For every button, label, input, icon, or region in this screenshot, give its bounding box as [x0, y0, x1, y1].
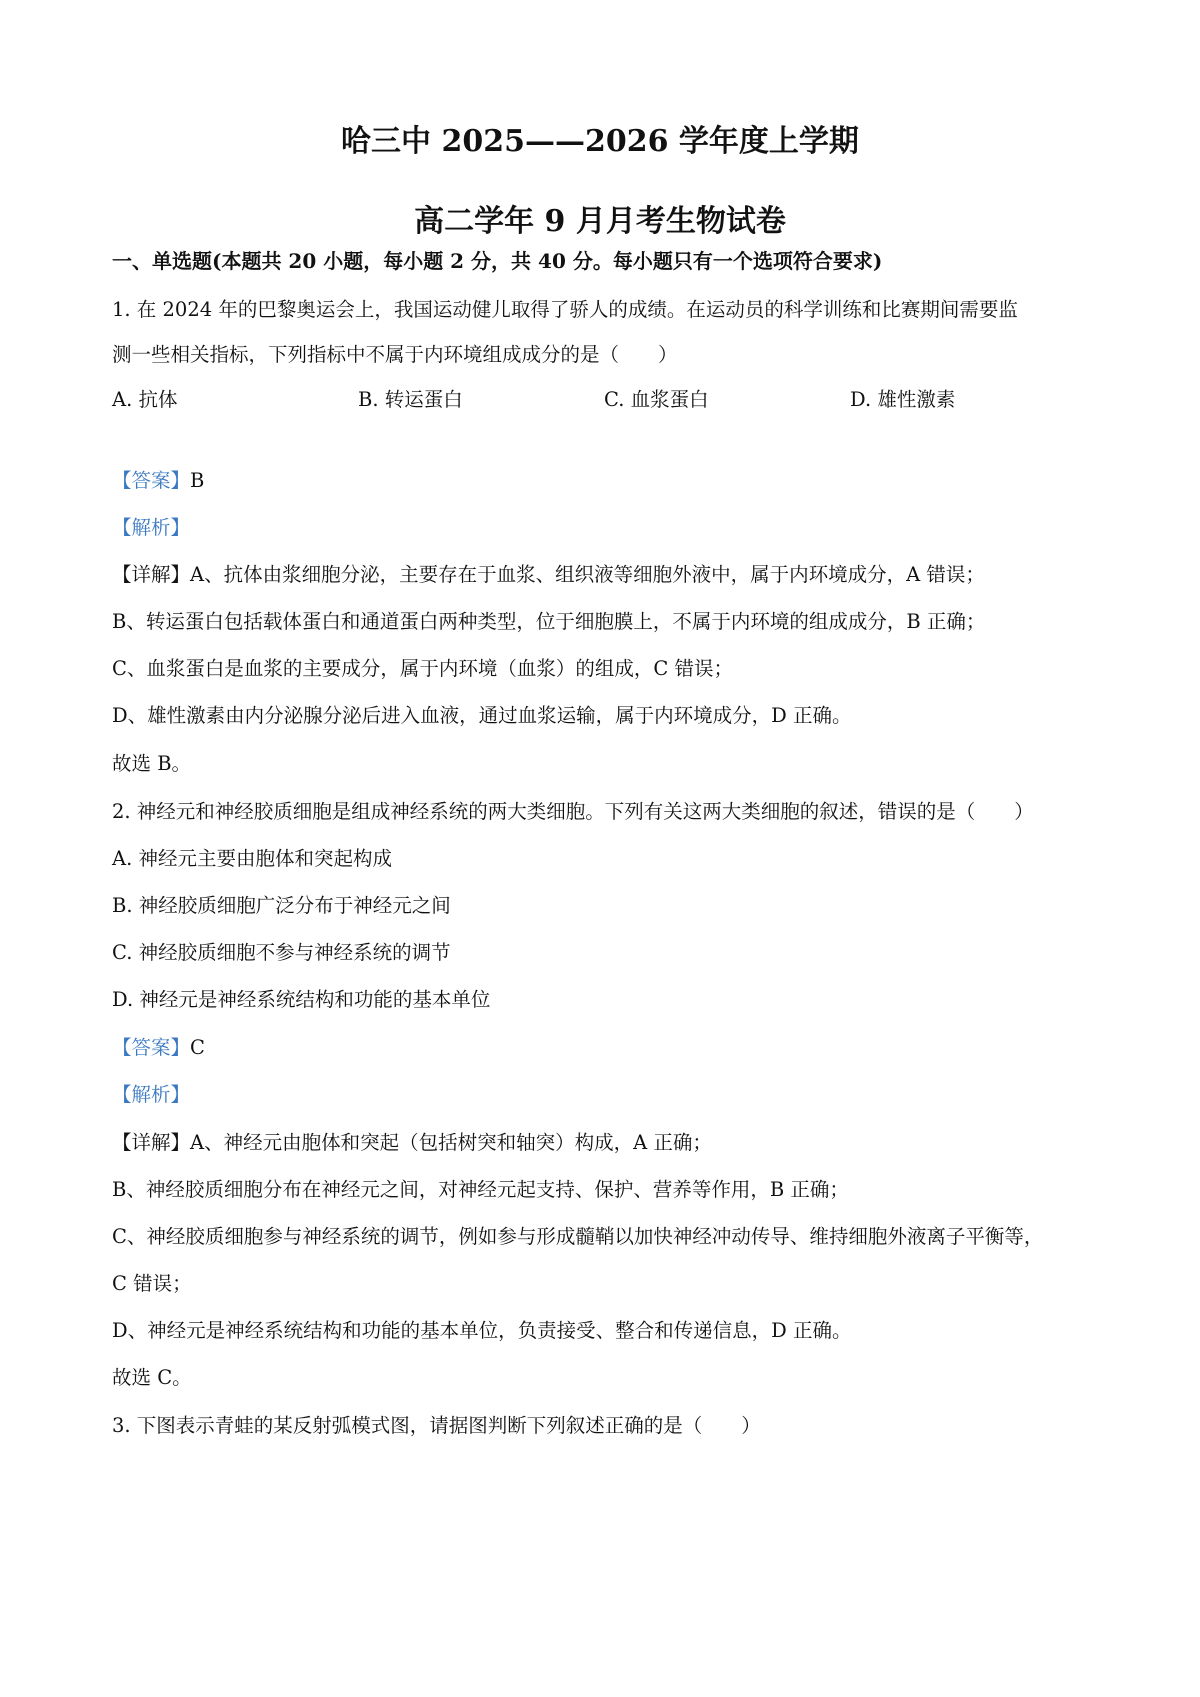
- q2-option-a: A. 神经元主要由胞体和突起构成: [112, 847, 392, 870]
- q1-detail-line1: 【详解】A、抗体由浆细胞分泌，主要存在于血浆、组织液等细胞外液中，属于内环境成分，A 错误；: [112, 563, 985, 586]
- q2-detail-line3: C、神经胶质细胞参与神经系统的调节，例如参与形成髓鞘以加快神经冲动传导、维持细胞外液离子平衡等，: [112, 1225, 1044, 1248]
- analysis-tag: 【解析】: [112, 516, 191, 539]
- q1-detail-line3: C、血浆蛋白是血浆的主要成分，属于内环境（血浆）的组成，C 错误；: [112, 657, 734, 680]
- exam-title: 哈三中 2025——2026 学年度上学期: [341, 124, 859, 159]
- section-heading: 一、单选题(本题共 20 小题，每小题 2 分，共 40 分。每小题只有一个选项符合要求): [112, 249, 883, 273]
- answer-tag: 【答案】: [112, 469, 191, 492]
- exam-subtitle: 高二学年 9 月月考生物试卷: [414, 204, 786, 239]
- q1-option-a: A. 抗体: [112, 388, 178, 411]
- q2-option-b: B. 神经胶质细胞广泛分布于神经元之间: [112, 894, 451, 917]
- q2-option-c: C. 神经胶质细胞不参与神经系统的调节: [112, 941, 451, 964]
- q1-answer-line: [112, 466, 204, 496]
- q1-option-c: C. 血浆蛋白: [604, 388, 709, 411]
- q1-detail-line4: D、雄性激素由内分泌腺分泌后进入血液，通过血浆运输，属于内环境成分，D 正确。: [112, 704, 852, 727]
- q1-stem-line1: 1. 在 2024 年的巴黎奥运会上，我国运动健儿取得了骄人的成绩。在运动员的科学训练和比赛期间需要监: [112, 298, 1018, 321]
- q2-option-d: D. 神经元是神经系统结构和功能的基本单位: [112, 988, 491, 1011]
- answer-tag: 【答案】: [112, 1036, 191, 1059]
- q1-stem-line2: 测一些相关指标，下列指标中不属于内环境组成成分的是（ ）: [112, 343, 678, 366]
- q1-answer: B: [190, 469, 205, 492]
- q1-option-b: B. 转运蛋白: [358, 388, 463, 411]
- q2-detail-line2: B、神经胶质细胞分布在神经元之间，对神经元起支持、保护、营养等作用，B 正确；: [112, 1178, 849, 1201]
- q2-analysis-tag: [112, 1080, 190, 1110]
- q1-detail-line2: B、转运蛋白包括载体蛋白和通道蛋白两种类型，位于细胞膜上，不属于内环境的组成成分，B 正确；: [112, 610, 986, 633]
- q1-conclusion: 故选 B。: [112, 752, 192, 775]
- q2-detail-line3b: C 错误；: [112, 1272, 192, 1295]
- q2-detail-line1: 【详解】A、神经元由胞体和突起（包括树突和轴突）构成，A 正确；: [112, 1131, 712, 1154]
- q3-stem: 3. 下图表示青蛙的某反射弧模式图，请据图判断下列叙述正确的是（ ）: [112, 1414, 761, 1437]
- q2-answer: C: [190, 1036, 205, 1059]
- q1-option-d: D. 雄性激素: [850, 388, 956, 411]
- q2-detail-line4: D、神经元是神经系统结构和功能的基本单位，负责接受、整合和传递信息，D 正确。: [112, 1319, 852, 1342]
- q2-answer-line: [112, 1033, 205, 1063]
- q2-stem: 2. 神经元和神经胶质细胞是组成神经系统的两大类细胞。下列有关这两大类细胞的叙述，错误的是（ ）: [112, 800, 1034, 823]
- analysis-tag: 【解析】: [112, 1083, 191, 1106]
- q2-conclusion: 故选 C。: [112, 1366, 192, 1389]
- q1-analysis-tag: [112, 513, 190, 543]
